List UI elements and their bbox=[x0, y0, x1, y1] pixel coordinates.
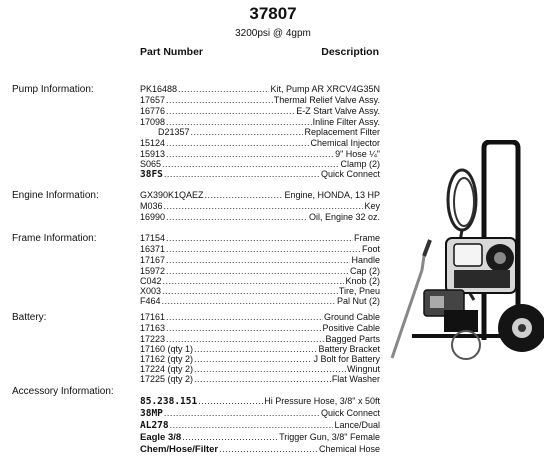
part-number: Eagle 3/8 bbox=[140, 432, 182, 443]
parts-row bbox=[140, 190, 380, 201]
part-description: Positive Cable bbox=[322, 323, 380, 333]
part-number: 16371 bbox=[140, 244, 166, 254]
parts-row bbox=[158, 127, 380, 138]
part-number-header: Part Number bbox=[140, 46, 204, 58]
part-description: Engine, HONDA, 13 HP bbox=[284, 190, 380, 200]
part-number: 17224 (qty 2) bbox=[140, 364, 194, 374]
part-number: D21357 bbox=[158, 127, 190, 137]
part-number: 17154 bbox=[140, 233, 166, 243]
part-description: Quick Connect bbox=[320, 408, 380, 418]
parts-row bbox=[140, 169, 380, 180]
part-description: Tire, Pneu bbox=[338, 286, 380, 296]
parts-row bbox=[140, 296, 380, 307]
part-description: Thermal Relief Valve Assy. bbox=[273, 95, 380, 105]
part-description: Flat Washer bbox=[331, 374, 380, 384]
part-description: Chemical Injector bbox=[310, 138, 380, 148]
part-number: PK16488 bbox=[140, 84, 178, 94]
part-description: J Bolt for Battery bbox=[313, 354, 380, 364]
part-number: 17657 bbox=[140, 95, 166, 105]
part-description: Oil, Engine 32 oz. bbox=[308, 212, 380, 222]
part-description: Hi Pressure Hose, 3/8" x 50ft bbox=[264, 396, 380, 406]
section-label-engine: Engine Information: bbox=[12, 190, 99, 201]
part-description: Handle bbox=[351, 255, 380, 265]
part-number: 85.238.151 bbox=[140, 396, 198, 407]
part-number: X003 bbox=[140, 286, 162, 296]
parts-row bbox=[140, 95, 380, 106]
part-number: M036 bbox=[140, 201, 163, 211]
part-number: 17223 bbox=[140, 334, 166, 344]
parts-row bbox=[140, 374, 380, 385]
part-number: AL278 bbox=[140, 420, 169, 431]
part-number: 17167 bbox=[140, 255, 166, 265]
part-number: 17225 (qty 2) bbox=[140, 374, 194, 384]
part-description: Kit, Pump AR XRCV4G35N bbox=[270, 84, 380, 94]
description-header: Description bbox=[321, 46, 379, 58]
part-number: 17161 bbox=[140, 312, 166, 322]
parts-row bbox=[140, 244, 380, 255]
part-description: Trigger Gun, 3/8" Female bbox=[279, 432, 380, 442]
parts-row bbox=[140, 106, 380, 117]
parts-row bbox=[140, 255, 380, 266]
part-number: 17162 (qty 2) bbox=[140, 354, 194, 364]
part-number: 17163 bbox=[140, 323, 166, 333]
section-label-pump: Pump Information: bbox=[12, 84, 94, 95]
part-description: E-Z Start Valve Assy. bbox=[296, 106, 380, 116]
section-label-frame: Frame Information: bbox=[12, 233, 97, 244]
part-description: Replacement Filter bbox=[304, 127, 380, 137]
part-description: Cap (2) bbox=[349, 266, 380, 276]
pressure-washer-image bbox=[384, 140, 544, 365]
section-label-accessory: Accessory Information: bbox=[12, 386, 114, 397]
parts-row bbox=[140, 233, 380, 244]
part-description: Bagged Parts bbox=[325, 334, 380, 344]
part-number: F464 bbox=[140, 296, 161, 306]
part-description: Inline Filter Assy. bbox=[312, 117, 380, 127]
part-description: Foot bbox=[361, 244, 380, 254]
part-number: 15913 bbox=[140, 149, 166, 159]
part-description: Key bbox=[364, 201, 380, 211]
pressure-spec: 3200psi @ 4gpm bbox=[235, 28, 311, 39]
part-description: Battery Bracket bbox=[318, 344, 380, 354]
part-description: Lance/Dual bbox=[334, 420, 380, 430]
part-description: 9" Hose ¼" bbox=[335, 149, 380, 159]
part-description: Quick Connect bbox=[320, 169, 380, 179]
model-number: 37807 bbox=[249, 4, 297, 23]
part-number: 15972 bbox=[140, 266, 166, 276]
parts-row bbox=[140, 212, 380, 223]
part-description: Pal Nut (2) bbox=[336, 296, 380, 306]
parts-row bbox=[140, 84, 380, 95]
part-description: Chemical Hose bbox=[318, 444, 380, 454]
part-number: GX390K1QAEZ bbox=[140, 190, 204, 200]
part-number: 16990 bbox=[140, 212, 166, 222]
part-number: S065 bbox=[140, 159, 162, 169]
part-description: Clamp (2) bbox=[340, 159, 380, 169]
parts-row bbox=[140, 201, 380, 212]
part-number: C042 bbox=[140, 276, 162, 286]
part-number: 16776 bbox=[140, 106, 166, 116]
parts-row bbox=[140, 443, 380, 456]
part-number: 15124 bbox=[140, 138, 166, 148]
part-description: Wingnut bbox=[346, 364, 380, 374]
part-description: Frame bbox=[353, 233, 380, 243]
parts-row bbox=[140, 138, 380, 149]
part-number: 38MP bbox=[140, 408, 163, 419]
part-number: 38FS bbox=[140, 169, 163, 180]
parts-row bbox=[140, 323, 380, 334]
part-description: Knob (2) bbox=[345, 276, 380, 286]
section-label-battery: Battery: bbox=[12, 312, 47, 323]
part-number: Chem/Hose/Filter bbox=[140, 444, 219, 455]
part-number: 17160 (qty 1) bbox=[140, 344, 194, 354]
part-number: 17098 bbox=[140, 117, 166, 127]
parts-row bbox=[140, 312, 380, 323]
part-description: Ground Cable bbox=[323, 312, 380, 322]
